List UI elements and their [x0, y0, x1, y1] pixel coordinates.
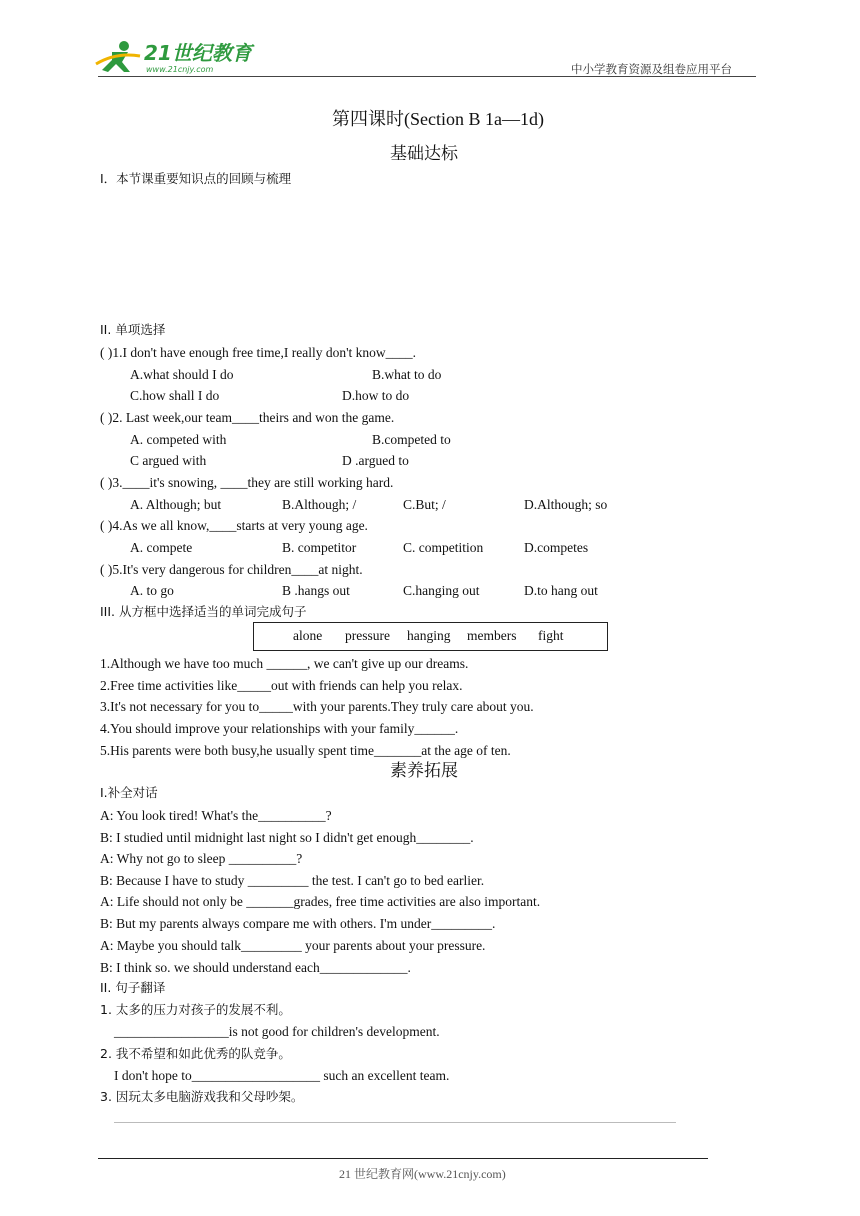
option-4a: A. compete	[130, 540, 193, 555]
part-heading-wordbox: III. 从方框中选择适当的单词完成句子	[100, 604, 307, 619]
dialogue-line-4: B: Because I have to study _________ the test. I can't go to bed earlier.	[100, 873, 485, 888]
sentence-4: 4.You should improve your relationships with your family______.	[100, 721, 459, 736]
dialogue-line-8: B: I think so. we should understand each_____________.	[100, 960, 411, 975]
question-1: ( )1.I don't have enough free time,I really don't know____.	[100, 345, 417, 360]
question-5: ( )5.It's very dangerous for children____at night.	[100, 562, 363, 577]
option-1d: D.how to do	[342, 388, 410, 403]
sentence-2: 2.Free time activities like_____out with friends can help you relax.	[100, 678, 463, 693]
option-4c: C. competition	[403, 540, 484, 555]
svg-text:www.21cnjy.com: www.21cnjy.com	[146, 65, 214, 74]
svg-text:21世纪教育: 21世纪教育	[144, 41, 252, 65]
dialogue-line-1: A: You look tired! What's the__________?	[100, 808, 332, 823]
part-heading-translation: II. 句子翻译	[100, 980, 166, 995]
sentence-5: 5.His parents were both busy,he usually spent time_______at the age of ten.	[100, 743, 511, 758]
dialogue-line-5: A: Life should not only be _______grades, free time activities are also important.	[100, 894, 541, 909]
option-2a: A. competed with	[130, 432, 227, 447]
word-bank-box	[253, 622, 608, 651]
dialogue-line-3: A: Why not go to sleep __________?	[100, 851, 303, 866]
translation-1-en: _________________is not good for children's development.	[114, 1024, 440, 1039]
translation-2-cn: 2. 我不希望和如此优秀的队竞争。	[100, 1046, 291, 1061]
option-2b: B.competed to	[372, 432, 451, 447]
option-4d: D.competes	[524, 540, 589, 555]
option-1a: A.what should I do	[130, 367, 234, 382]
section-heading-basic: 基础达标	[390, 144, 458, 164]
part-heading-review: Ⅰ．本节课重要知识点的回顾与梳理	[100, 171, 292, 186]
option-2c: C argued with	[130, 453, 207, 468]
section-heading-extend: 素养拓展	[390, 761, 458, 781]
option-1c: C.how shall I do	[130, 388, 220, 403]
option-5d: D.to hang out	[524, 583, 598, 598]
option-3d: D.Although; so	[524, 497, 608, 512]
option-4b: B. competitor	[282, 540, 357, 555]
footer-divider	[98, 1158, 708, 1159]
translation-2-en: I don't hope to___________________ such an excellent team.	[114, 1068, 450, 1083]
page-title: 第四课时(Section B 1a—1d)	[332, 109, 544, 129]
word-bank-item: hanging	[407, 628, 451, 643]
dialogue-line-7: A: Maybe you should talk_________ your parents about your pressure.	[100, 938, 486, 953]
translation-3-cn: 3. 因玩太多电脑游戏我和父母吵架。	[100, 1089, 304, 1104]
option-2d: D .argued to	[342, 453, 409, 468]
word-bank-item: fight	[538, 628, 564, 643]
part-heading-choice: II. 单项选择	[100, 322, 166, 337]
option-3c: C.But; /	[403, 497, 446, 512]
option-3a: A. Although; but	[130, 497, 222, 512]
translation-1-cn: 1. 太多的压力对孩子的发展不利。	[100, 1002, 291, 1017]
word-bank-item: pressure	[345, 628, 390, 643]
footer-source: 21 世纪教育网(www.21cnjy.com)	[339, 1167, 506, 1181]
word-bank-item: alone	[293, 628, 323, 643]
question-4: ( )4.As we all know,____starts at very young age.	[100, 518, 368, 533]
option-5b: B .hangs out	[282, 583, 350, 598]
answer-line	[114, 1122, 676, 1123]
dialogue-line-6: B: But my parents always compare me with others. I'm under_________.	[100, 916, 496, 931]
site-logo	[94, 38, 256, 76]
sentence-1: 1.Although we have too much ______, we can't give up our dreams.	[100, 656, 469, 671]
option-5c: C.hanging out	[403, 583, 480, 598]
sentence-3: 3.It's not necessary for you to_____with your parents.They truly care about you.	[100, 699, 534, 714]
option-5a: A. to go	[130, 583, 174, 598]
option-3b: B.Although; /	[282, 497, 357, 512]
runner-icon	[96, 41, 140, 72]
header-divider	[98, 76, 756, 77]
platform-name: 中小学教育资源及组卷应用平台	[571, 62, 732, 76]
part-heading-dialogue: Ⅰ.补全对话	[100, 785, 158, 800]
question-2: ( )2. Last week,our team____theirs and won the game.	[100, 410, 395, 425]
word-bank-item: members	[467, 628, 517, 643]
dialogue-line-2: B: I studied until midnight last night so I didn't get enough________.	[100, 830, 474, 845]
question-3: ( )3.____it's snowing, ____they are still working hard.	[100, 475, 394, 490]
option-1b: B.what to do	[372, 367, 442, 382]
